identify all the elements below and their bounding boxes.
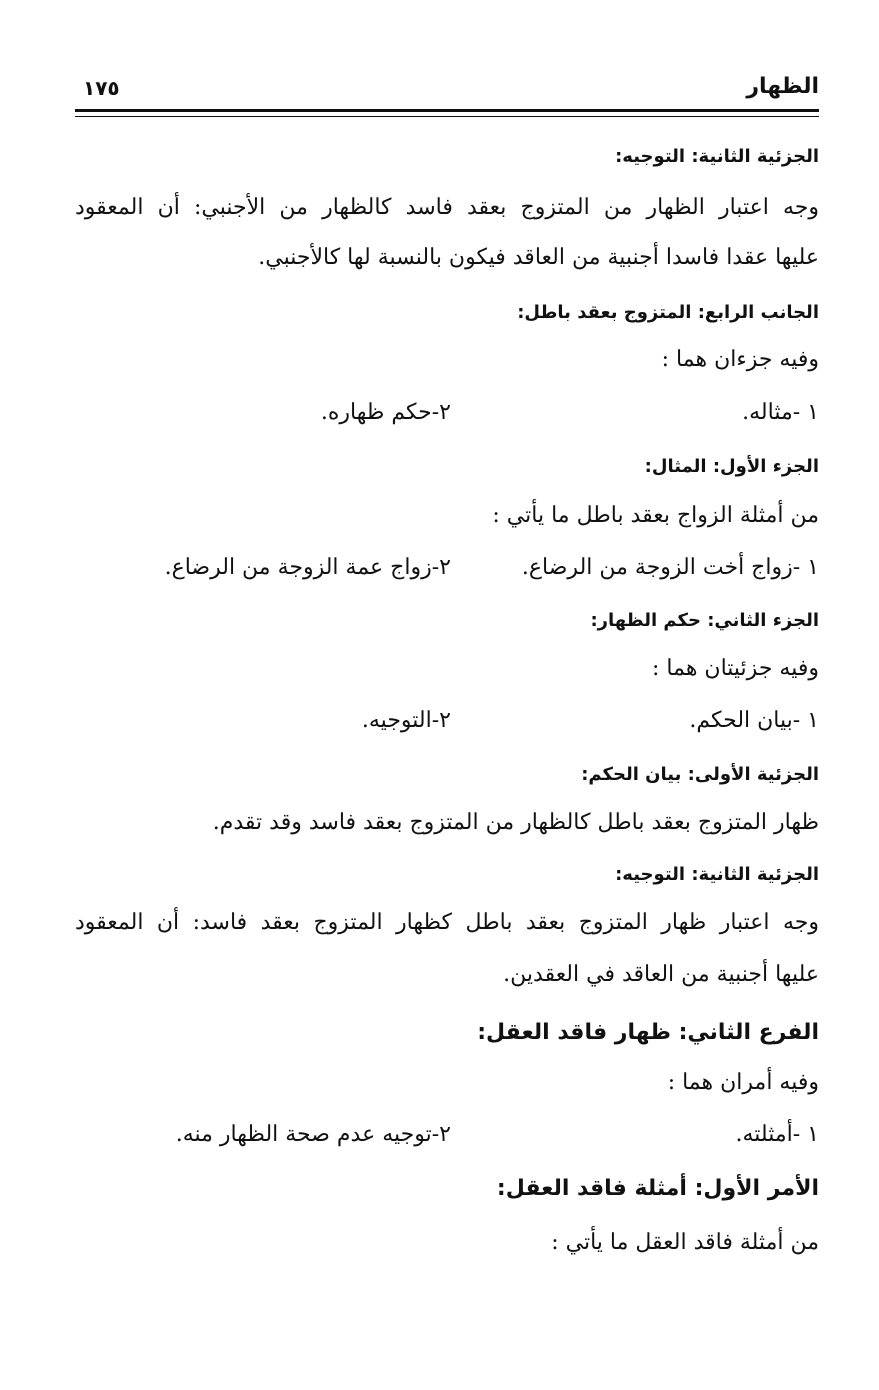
section-heading: الأمر الأول: أمثلة فاقد العقل: (496, 1176, 819, 1201)
paragraph-line: وفيه جزءان هما : (661, 347, 819, 372)
paragraph-line: ظهار المتزوج بعقد باطل كالظهار من المتزوج بعقد فاسد وقد تقدم. (212, 810, 819, 835)
paragraph-line: وجه اعتبار الظهار من المتزوج بعقد فاسد كالظهار من الأجنبي: أن المعقود (75, 195, 819, 220)
list-item: ١ -بيان الحكم. (689, 708, 819, 733)
list-item: ٢-التوجيه. (361, 708, 451, 733)
section-heading: الجزء الثاني: حكم الظهار: (590, 610, 819, 631)
paragraph-line: وجه اعتبار ظهار المتزوج بعقد باطل كظهار المتزوج بعقد فاسد: أن المعقود (75, 910, 819, 935)
paragraph-line: من أمثلة فاقد العقل ما يأتي : (551, 1230, 819, 1255)
list-item: ٢-توجيه عدم صحة الظهار منه. (175, 1122, 451, 1147)
header-rule-thin (75, 116, 819, 117)
running-header (75, 68, 819, 108)
page-number: ١٧٥ (83, 76, 120, 100)
paragraph-line: وفيه أمران هما : (667, 1070, 819, 1095)
section-heading: الجزئية الثانية: التوجيه: (615, 864, 819, 885)
header-rule-thick (75, 109, 819, 112)
list-item: ١ -زواج أخت الزوجة من الرضاع. (521, 555, 819, 580)
book-page (75, 0, 819, 1390)
list-item: ٢-زواج عمة الزوجة من الرضاع. (164, 555, 451, 580)
chapter-title: الظهار (746, 74, 819, 99)
paragraph-line: عليها عقدا فاسدا أجنبية من العاقد فيكون بالنسبة لها كالأجنبي. (258, 245, 819, 270)
section-heading: الجزئية الأولى: بيان الحكم: (581, 764, 819, 785)
paragraph-line: عليها أجنبية من العاقد في العقدين. (503, 962, 819, 987)
section-heading: الجزء الأول: المثال: (644, 456, 819, 477)
section-heading: الجانب الرابع: المتزوج بعقد باطل: (517, 302, 819, 323)
list-item: ٢-حكم ظهاره. (320, 400, 451, 425)
paragraph-line: من أمثلة الزواج بعقد باطل ما يأتي : (492, 503, 819, 528)
list-item: ١ -أمثلته. (735, 1122, 819, 1147)
paragraph-line: وفيه جزئيتان هما : (652, 656, 819, 681)
section-heading: الجزئية الثانية: التوجيه: (615, 146, 819, 167)
list-item: ١ -مثاله. (742, 400, 819, 425)
branch-heading: الفرع الثاني: ظهار فاقد العقل: (477, 1020, 819, 1045)
